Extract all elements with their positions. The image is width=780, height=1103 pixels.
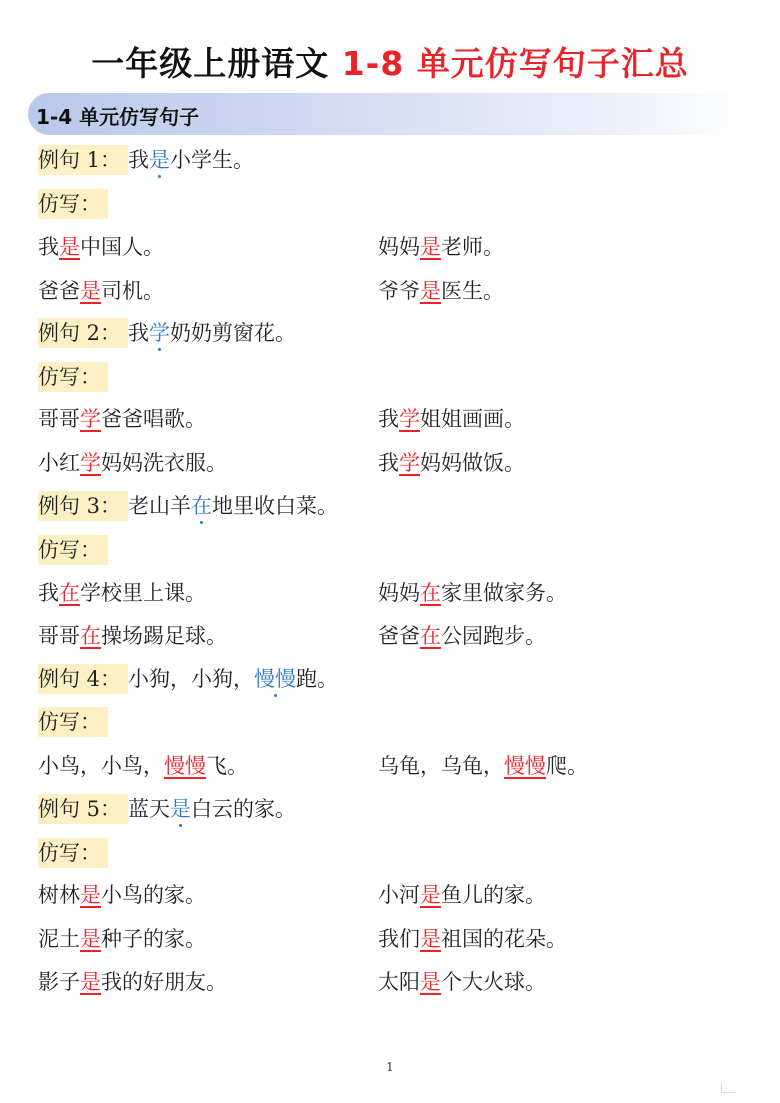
example-sentence-3: 例句 3： 老山羊在地里收白菜。	[38, 491, 338, 521]
example-sentence-2: 例句 2： 我学奶奶剪窗花。	[38, 318, 296, 348]
page-corner-mark	[721, 1084, 736, 1093]
list-item: 乌龟，乌龟，慢慢爬。	[378, 754, 588, 778]
fang-label-3	[38, 535, 108, 565]
list-item: 哥哥学爸爸唱歌。	[38, 407, 206, 431]
list-item: 泥土是种子的家。	[38, 927, 206, 951]
list-item: 我是中国人。	[38, 235, 164, 259]
sentence-keyword: 学	[149, 321, 170, 345]
list-item: 树林是小鸟的家。	[38, 883, 206, 907]
section-banner	[28, 93, 742, 135]
sentence-text: 小学生。	[170, 148, 254, 172]
list-item: 我在学校里上课。	[38, 581, 206, 605]
fang-label: 仿写：	[38, 838, 108, 868]
list-item: 影子是我的好朋友。	[38, 970, 227, 994]
list-item: 哥哥在操场踢足球。	[38, 624, 227, 648]
example-label: 例句 5：	[38, 794, 128, 824]
list-item: 我学姐姐画画。	[378, 407, 525, 431]
fang-label: 仿写：	[38, 362, 108, 392]
example-label: 例句 3：	[38, 491, 128, 521]
list-item: 妈妈在家里做家务。	[378, 581, 567, 605]
list-item: 太阳是个大火球。	[378, 970, 546, 994]
list-item: 爷爷是医生。	[378, 279, 504, 303]
page-title	[0, 38, 780, 85]
list-item: 小红学妈妈洗衣服。	[38, 451, 227, 475]
fang-label-2	[38, 362, 108, 392]
list-item: 我们是祖国的花朵。	[378, 927, 567, 951]
fang-label-4	[38, 707, 108, 737]
example-label: 例句 2：	[38, 318, 128, 348]
example-sentence-1	[38, 145, 254, 175]
sentence-keyword: 是	[149, 148, 170, 172]
fang-label-5	[38, 838, 108, 868]
list-item: 爸爸是司机。	[38, 279, 164, 303]
fang-label: 仿写：	[38, 189, 108, 219]
list-item: 小鸟，小鸟，慢慢飞。	[38, 754, 248, 778]
title-part-2: 1-8 单元仿写句子汇总	[341, 44, 689, 83]
fang-label-1	[38, 189, 108, 219]
fang-label: 仿写：	[38, 707, 108, 737]
sentence-keyword: 是	[170, 797, 191, 821]
sentence-keyword: 在	[191, 494, 212, 518]
example-sentence-4: 例句 4： 小狗，小狗，慢慢跑。	[38, 664, 338, 694]
list-item: 我学妈妈做饭。	[378, 451, 525, 475]
fang-label: 仿写：	[38, 535, 108, 565]
list-item: 小河是鱼儿的家。	[378, 883, 546, 907]
page-number: 1	[386, 1060, 394, 1074]
example-label: 例句 1：	[38, 145, 128, 175]
title-part-1: 一年级上册语文	[91, 44, 342, 83]
example-label: 例句 4：	[38, 664, 128, 694]
sentence-keyword: 慢慢	[254, 667, 296, 691]
list-item: 爸爸在公园跑步。	[378, 624, 546, 648]
example-sentence-5: 例句 5： 蓝天是白云的家。	[38, 794, 296, 824]
list-item: 妈妈是老师。	[378, 235, 504, 259]
sentence-text: 我	[128, 148, 149, 172]
section-title: 1-4 单元仿写句子	[36, 105, 200, 129]
